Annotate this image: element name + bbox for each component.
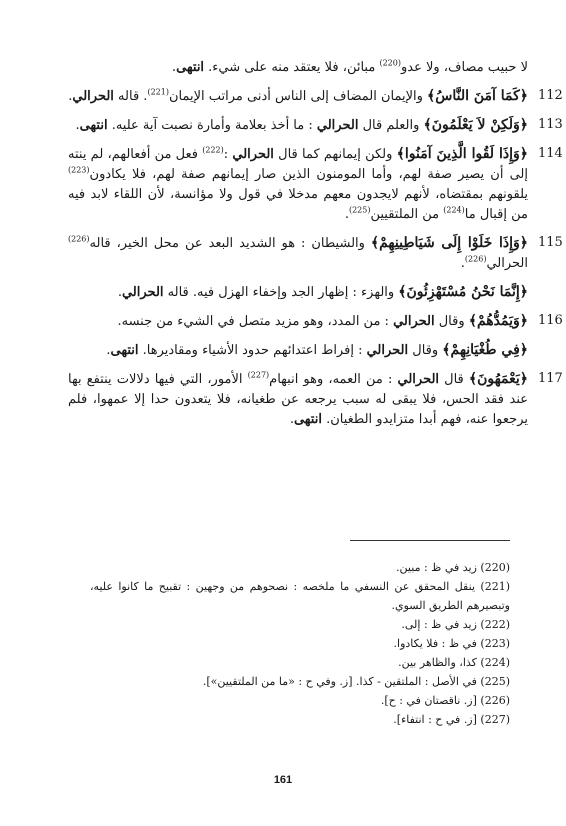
bold-name: انتهى [110, 343, 139, 358]
text-run: . [289, 412, 294, 427]
entry-number: 113 [538, 117, 563, 132]
text-run: . [460, 256, 465, 271]
footnote-ref: (222) [202, 145, 224, 155]
text-run: فعل من أفعالهم، لم ينته إلى أن يصير صفة لهم، وأما المومنون الذين صار إيمانهم صفة لهم، فلا يكادون [68, 147, 528, 182]
quran-phrase: ﴿إِنَّمَا نَحْنُ مُسْتَهْزِئُونَ﴾ [398, 284, 528, 300]
bold-name: الحرالي [232, 147, 274, 162]
entry-number: 115 [538, 235, 563, 250]
text-run: . [171, 60, 177, 75]
footnote: (222) زيد في ظ : إلى. [401, 618, 510, 631]
bold-name: انتهى [79, 118, 108, 133]
entry-paragraph [68, 144, 563, 225]
footnotes [90, 558, 510, 729]
entry-paragraph [68, 233, 563, 274]
footnote-ref: (224) [443, 205, 465, 215]
entry-paragraph [68, 115, 563, 136]
footnote-separator [350, 540, 510, 541]
quran-phrase: ﴿وَإِذَا خَلَوْا إِلَى شَيَاطِينِهِمْ﴾ [370, 235, 528, 251]
footnote: (227) [ز. في ح : انتفاء]. [393, 713, 510, 726]
text-run: . [68, 89, 73, 104]
entry-paragraph [68, 340, 528, 361]
footnote-ref: (220) [379, 58, 401, 68]
bold-name: الحرالي [316, 118, 359, 133]
text-run: قال [439, 372, 469, 387]
footnote-ref: (226) [464, 254, 487, 264]
text-run: والإيمان المضاف إلى الناس أدنى مراتب الإيمان [168, 89, 428, 104]
bold-name: الحرالي [72, 89, 114, 104]
quran-phrase: ﴿وَلَكِنْ لاَ يَعْلَمُونَ﴾ [423, 117, 528, 133]
footnote-ref: (226) [68, 234, 90, 244]
footnote: (221) ينقل المحقق عن النسفي ما ملخصه : نصحوهم من وجهين : تقبيح ما كانوا عليه، وتبصيرهم الطريق السوي. [90, 580, 510, 612]
entry-paragraph [68, 86, 563, 107]
quran-phrase: ﴿كَمَا آمَنَ النَّاسُ﴾ [427, 88, 528, 104]
entry-paragraph [68, 282, 528, 303]
bold-name: الحرالي [393, 314, 435, 329]
text-run: : من العمه، وهو انبهام [269, 372, 398, 387]
entry-number: 112 [538, 88, 563, 103]
entry-number: 114 [538, 146, 563, 161]
main-text [68, 58, 563, 438]
text-run: والشيطان : هو الشديد البعد عن محل الخير، قاله [89, 236, 371, 251]
text-run: ولكن إيمانهم كما قال [273, 147, 397, 162]
text-run: : ما أخذ بعلامة وأمارة نصبت آية عليه. [107, 118, 317, 133]
bold-name: انتهى [176, 60, 205, 75]
bold-name: انتهى [293, 412, 322, 427]
text-run: يلقونهم بمقتضاه، لأنهم لايجدون معهم مدخلا في قول ولا مؤانسة، لأن اللقاء لابد فيه من إقبال ما [68, 187, 528, 222]
bold-name: الحرالي [121, 285, 164, 300]
text-run: . [75, 118, 80, 133]
quran-phrase: ﴿وَإِذَا لَقُوا الَّذِينَ آمَنُوا﴾ [396, 146, 528, 162]
text-run: والعلم قال [358, 118, 424, 133]
entry-paragraph [68, 311, 563, 332]
quran-phrase: ﴿فِي طُغْيَانِهِمْ﴾ [442, 342, 528, 358]
footnote: (226) [ز. ناقصتان في : ح]. [380, 694, 510, 707]
text-run: : إفراط اعتدائهم حدود الأشياء ومقاديرها. [138, 343, 367, 358]
text-run: الحرالي [486, 256, 528, 271]
footnote-ref: (223) [68, 165, 90, 175]
text-run: الأمور، التي فيها دلالات ينتفع بها عند فقد الحس، فلا يبقى له سبب يرجعه عن طغيانه، فلا يتعدون حدا إلا عمهوا، فلم يرجعوا عنه، فهم أبدا متزايدو الطغيان. [68, 372, 528, 427]
entry-number: 117 [538, 371, 563, 386]
text-run: . [117, 285, 122, 300]
entry-paragraph [68, 369, 563, 430]
text-run: . قاله [113, 89, 148, 104]
text-run: . [106, 343, 111, 358]
text-run: . [344, 207, 349, 222]
entry-number: 116 [538, 313, 563, 328]
footnote-ref: (227) [247, 370, 270, 380]
footnote-ref: (225) [348, 205, 371, 215]
text-run: : [223, 147, 233, 162]
entry-paragraph [68, 58, 528, 78]
text-run: لا حبيب مصاف، ولا عدو [400, 60, 528, 75]
footnote: (224) كذا، والظاهر بين. [398, 656, 510, 669]
footnote: (220) زيد في ظ : مبين. [396, 561, 510, 574]
bold-name: الحرالي [366, 343, 409, 358]
text-run: والهزء : إظهار الجد وإخفاء الهزل فيه. قاله [163, 285, 399, 300]
text-run: : من المدد، وهو مزيد متصل في الشيء من جنسه. [117, 314, 394, 329]
text-run: من الملتقيين [370, 207, 444, 222]
footnote-ref: (221) [147, 87, 169, 97]
text-run: مبائن، فلا يعتقد منه على شيء. [204, 60, 380, 75]
page-number: 161 [273, 774, 293, 786]
quran-phrase: ﴿يَعْمَهُونَ﴾ [468, 371, 528, 387]
text-run: وقال [408, 343, 443, 358]
quran-phrase: ﴿وَيَمُدُّهُمْ﴾ [468, 313, 528, 329]
footnote: (223) في ظ : فلا يكادوا. [393, 637, 510, 650]
footnote: (225) في الأصل : الملتقين - كذا. [ز. وفي ح : «ما من الملتقيين»]. [202, 675, 510, 688]
text-run: وقال [434, 314, 469, 329]
bold-name: الحرالي [397, 372, 440, 387]
